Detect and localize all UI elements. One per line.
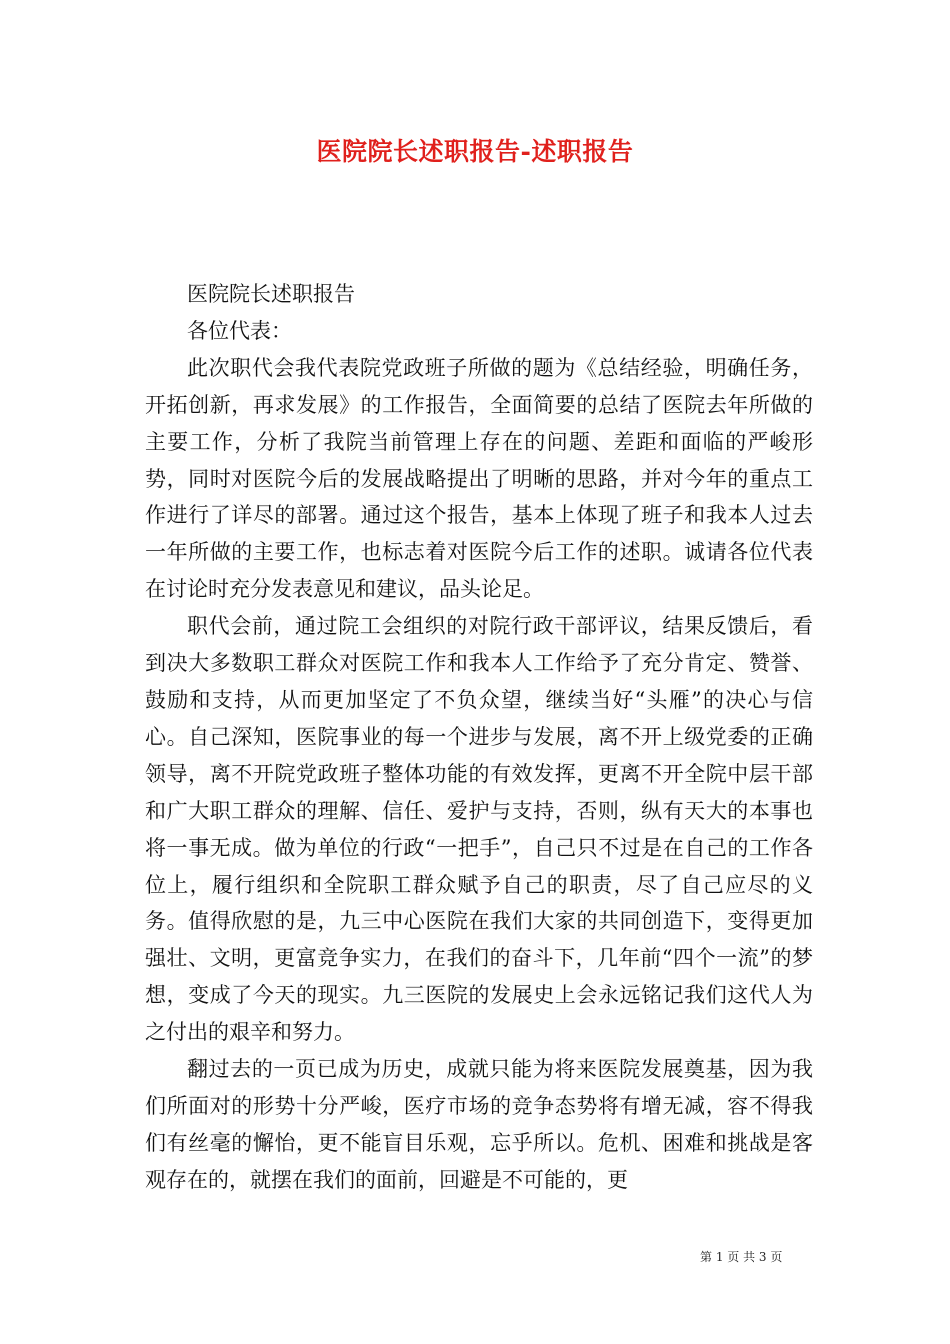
page-number-footer: 第 1 页 共 3 页 — [700, 1250, 783, 1264]
paragraph-2: 职代会前，通过院工会组织的对院行政干部评议，结果反馈后，看到决大多数职工群众对医院工作和我本人工作给予了充分肯定、赞誉、鼓励和支持，从而更加坚定了不负众望，继续当好“头雁”的决心与信心。自己深知，医院事业的每一个进步与发展，离不开上级党委的正确领导，离不开院党政班子整体功能的有效发挥，更离不开全院中层干部和广大职工群众的理解、信任、爱护与支持，否则，纵有天大的本事也将一事无成。做为单位的行政“一把手”，自己只不过是在自己的工作各位上，履行组织和全院职工群众赋予自己的职责，尽了自己应尽的义务。值得欣慰的是，九三中心医院在我们大家的共同创造下，变得更加强壮、文明，更富竞争实力，在我们的奋斗下，几年前“四个一流”的梦想，变成了今天的现实。九三医院的发展史上会永远铭记我们这代人为之付出的艰辛和努力。 — [145, 614, 813, 1045]
paragraph-heading: 医院院长述职报告 — [187, 282, 355, 306]
paragraph-3: 翻过去的一页已成为历史，成就只能为将来医院发展奠基，因为我们所面对的形势十分严峻，医疗市场的竞争态势将有增无减，容不得我们有丝毫的懈怡，更不能盲目乐观，忘乎所以。危机、困难和挑战是客观存在的，就摆在我们的面前，回避是不可能的，更 — [145, 1057, 813, 1192]
paragraph-salutation: 各位代表： — [187, 318, 292, 343]
document-title: 医院院长述职报告-述职报告 — [316, 137, 634, 166]
document-body — [145, 276, 813, 1199]
paragraph-1: 此次职代会我代表院党政班子所做的题为《总结经验，明确任务，开拓创新，再求发展》的工作报告，全面简要的总结了医院去年所做的主要工作，分析了我院当前管理上存在的问题、差距和面临的严峻形势，同时对医院今后的发展战略提出了明晰的思路，并对今年的重点工作进行了详尽的部署。通过这个报告，基本上体现了班子和我本人过去一年所做的主要工作，也标志着对医院今后工作的述职。诚请各位代表在讨论时充分发表意见和建议，品头论足。 — [145, 355, 813, 602]
